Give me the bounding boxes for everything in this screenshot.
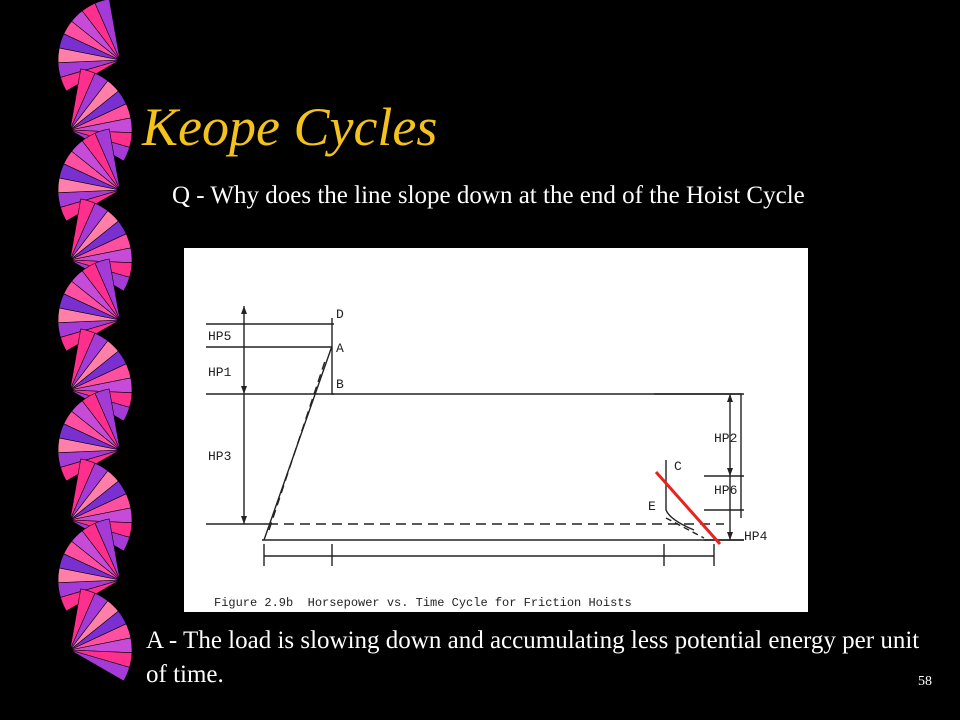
slide-title: Keope Cycles	[142, 97, 438, 157]
profile-line	[264, 346, 741, 540]
label-hp2: HP2	[714, 431, 738, 446]
label-e: E	[648, 499, 656, 514]
decorative-fan-border	[0, 0, 140, 720]
hoist-cycle-figure	[184, 248, 808, 612]
label-hp1: HP1	[208, 365, 232, 380]
label-d: D	[336, 307, 344, 322]
label-hp3: HP3	[208, 449, 232, 464]
label-hp6: HP6	[714, 483, 738, 498]
label-b: B	[336, 377, 344, 392]
question-text: Q - Why does the line slope down at the end of the Hoist Cycle	[172, 182, 805, 209]
label-a: A	[336, 341, 344, 356]
page-number: 58	[918, 674, 932, 689]
figure-caption: Figure 2.9b Horsepower vs. Time Cycle for Friction Hoists	[214, 596, 632, 610]
horsepower-time-chart	[184, 248, 808, 612]
answer-text: A - The load is slowing down and accumulating less potential energy per unit of time.	[146, 627, 920, 688]
label-c: C	[674, 459, 682, 474]
label-hp4: HP4	[744, 529, 768, 544]
label-hp5: HP5	[208, 329, 232, 344]
